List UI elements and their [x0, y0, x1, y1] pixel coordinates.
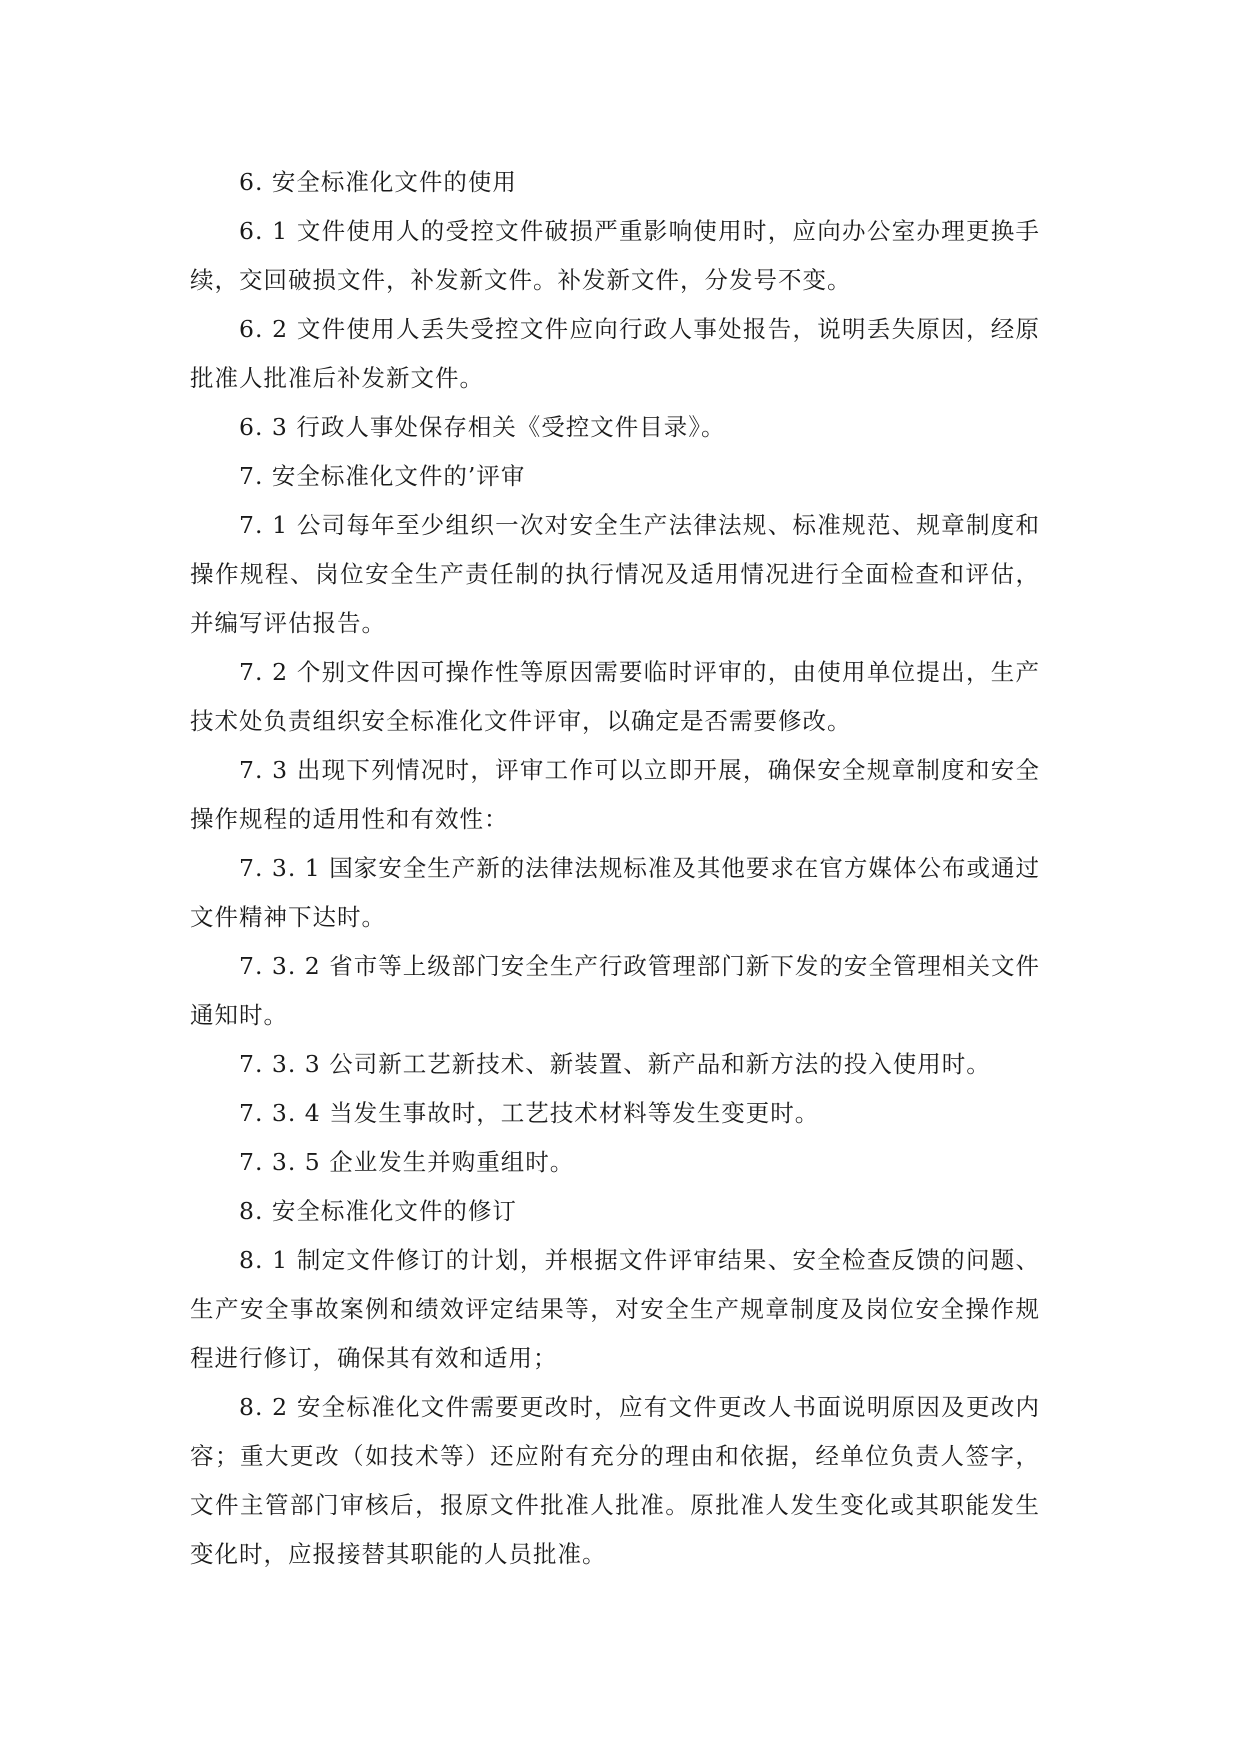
paragraph-7-3-4: 7. 3. 4 当发生事故时，工艺技术材料等发生变更时。: [239, 1099, 820, 1127]
paragraph-6-1: 6. 1 文件使用人的受控文件破损严重影响使用时，应向办公室办理更换手续，交回破损文件，补发新文件。补发新文件，分发号不变。: [190, 217, 1040, 294]
section-heading-7: 7. 安全标准化文件的’评审: [239, 462, 526, 490]
paragraph-8-2: 8. 2 安全标准化文件需要更改时，应有文件更改人书面说明原因及更改内容；重大更改（如技术等）还应附有充分的理由和依据，经单位负责人签字，文件主管部门审核后，报原文件批准人批准。原批准人发生变化或其职能发生变化时，应报接替其职能的人员批准。: [190, 1393, 1040, 1568]
document-body: [190, 158, 1040, 1579]
section-heading-8: 8. 安全标准化文件的修订: [239, 1197, 517, 1225]
paragraph-6-3: 6. 3 行政人事处保存相关《受控文件目录》。: [239, 413, 726, 441]
paragraph-7-3: 7. 3 出现下列情况时，评审工作可以立即开展，确保安全规章制度和安全操作规程的适用性和有效性：: [190, 756, 1040, 833]
paragraph-7-3-2: 7. 3. 2 省市等上级部门安全生产行政管理部门新下发的安全管理相关文件通知时。: [190, 952, 1040, 1029]
paragraph-7-3-3: 7. 3. 3 公司新工艺新技术、新装置、新产品和新方法的投入使用时。: [239, 1050, 991, 1078]
paragraph-7-2: 7. 2 个别文件因可操作性等原因需要临时评审的，由使用单位提出，生产技术处负责组织安全标准化文件评审，以确定是否需要修改。: [190, 658, 1040, 735]
section-heading-6: 6. 安全标准化文件的使用: [239, 168, 517, 196]
paragraph-6-2: 6. 2 文件使用人丢失受控文件应向行政人事处报告，说明丢失原因，经原批准人批准后补发新文件。: [190, 315, 1040, 392]
paragraph-7-3-1: 7. 3. 1 国家安全生产新的法律法规标准及其他要求在官方媒体公布或通过文件精神下达时。: [190, 854, 1040, 931]
paragraph-7-3-5: 7. 3. 5 企业发生并购重组时。: [239, 1148, 575, 1176]
paragraph-8-1: 8. 1 制定文件修订的计划，并根据文件评审结果、安全检查反馈的问题、生产安全事故案例和绩效评定结果等，对安全生产规章制度及岗位安全操作规程进行修订，确保其有效和适用；: [190, 1246, 1040, 1372]
paragraph-7-1: 7. 1 公司每年至少组织一次对安全生产法律法规、标准规范、规章制度和操作规程、岗位安全生产责任制的执行情况及适用情况进行全面检查和评估，并编写评估报告。: [190, 511, 1040, 637]
